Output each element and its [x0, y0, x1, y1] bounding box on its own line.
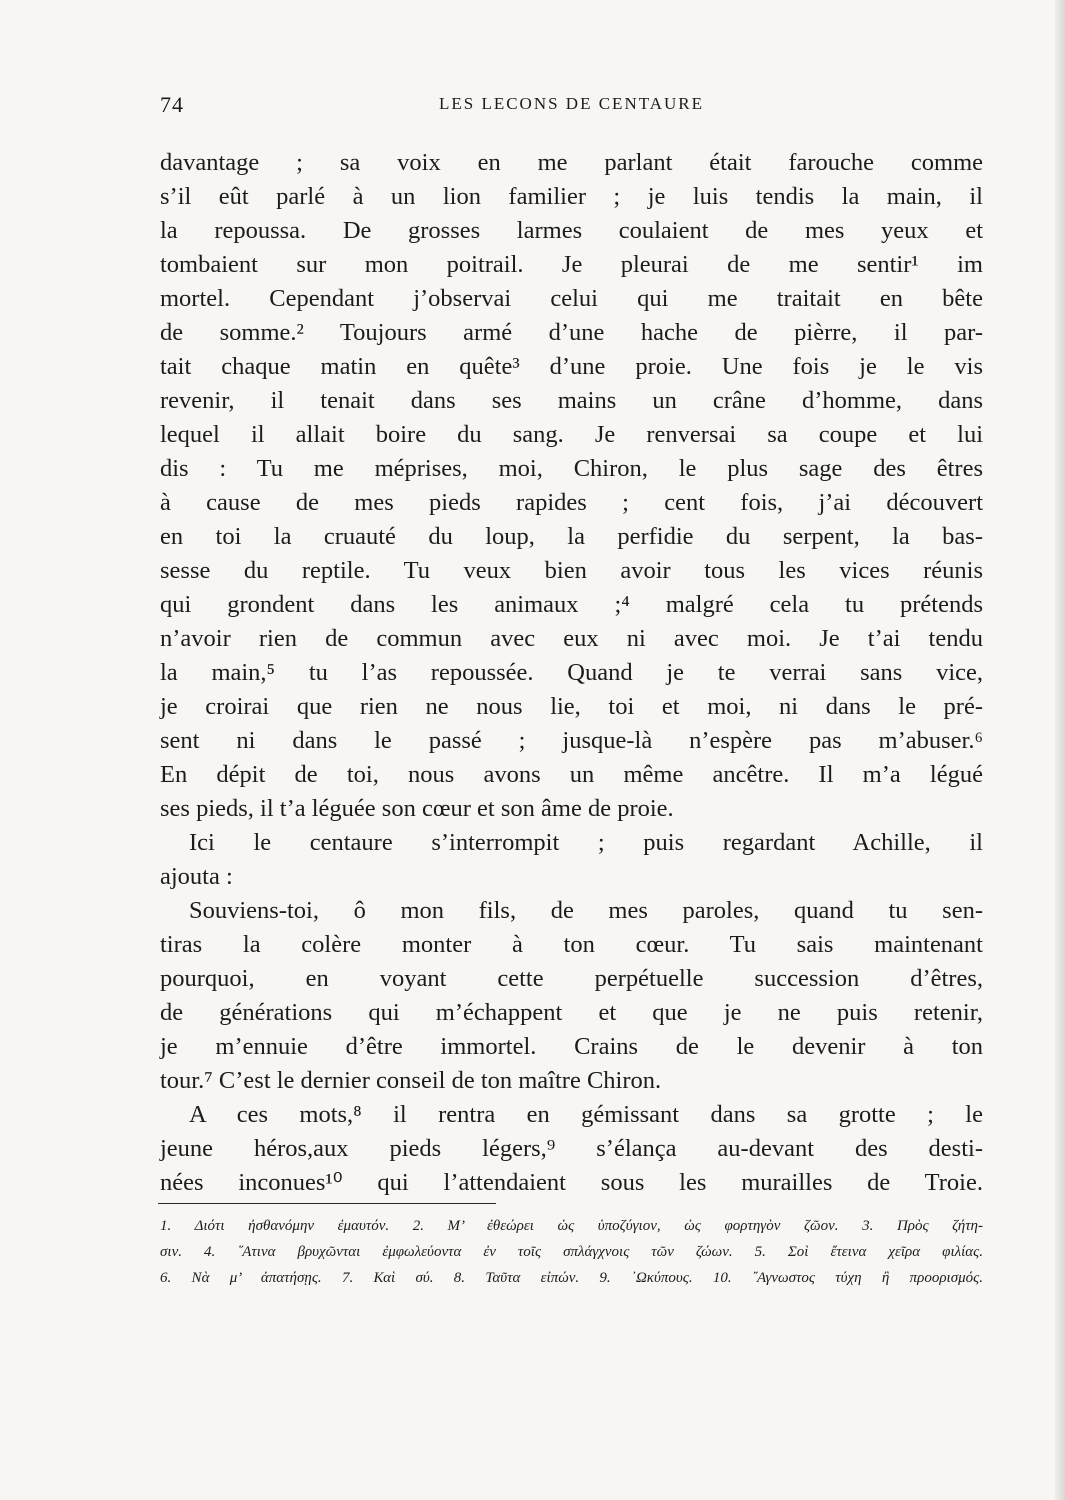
footnotes: [160, 1213, 983, 1291]
text-line: nées inconues¹⁰ qui l’attendaient sous les murailles de Troie.: [160, 1169, 983, 1196]
page-edge-shadow: [1055, 0, 1065, 1500]
footnote-rule: [158, 1203, 496, 1204]
text-line: Ici le centaure s’interrompit ; puis regardant Achille, il: [189, 829, 983, 856]
text-line: lequel il allait boire du sang. Je renversai sa coupe et lui: [160, 421, 983, 448]
text-line: tour.⁷ C’est le dernier conseil de ton maître Chiron.: [160, 1067, 662, 1094]
text-line: en toi la cruauté du loup, la perfidie du serpent, la bas-: [160, 523, 983, 550]
text-line: dis : Tu me méprises, moi, Chiron, le plus sage des êtres: [160, 455, 983, 482]
footnote-line: 6. Νὰ μ’ ἀπατήσῃς. 7. Καὶ σύ. 8. Ταῦτα εἰπών. 9. ᾿Ωκύπους. 10. ῎Αγνωστος τύχη ἢ προορισμός.: [160, 1270, 983, 1286]
text-line: de générations qui m’échappent et que je ne puis retenir,: [160, 999, 983, 1026]
text-line: revenir, il tenait dans ses mains un crâne d’homme, dans: [160, 387, 983, 414]
text-line: je croirai que rien ne nous lie, toi et moi, ni dans le pré-: [160, 693, 983, 720]
text-line: la repoussa. De grosses larmes coulaient de mes yeux et: [160, 217, 983, 244]
text-line: tombaient sur mon poitrail. Je pleurai de me sentir¹ im: [160, 251, 983, 278]
text-line: tait chaque matin en quête³ d’une proie. Une fois je le vis: [160, 353, 983, 380]
footnote-line: σιν. 4. ῞Ατινα βρυχῶνται ἐμφωλεύοντα ἐν τοῖς σπλάγχνοις τῶν ζώων. 5. Σοὶ ἔτεινα χεῖρα φιλίας.: [160, 1244, 983, 1260]
text-line: Souviens-toi, ô mon fils, de mes paroles, quand tu sen-: [189, 897, 983, 924]
text-line: ses pieds, il t’a léguée son cœur et son âme de proie.: [160, 795, 674, 822]
text-line: sesse du reptile. Tu veux bien avoir tous les vices réunis: [160, 557, 983, 584]
text-line: je m’ennuie d’être immortel. Crains de le devenir à ton: [160, 1033, 983, 1060]
text-line: à cause de mes pieds rapides ; cent fois, j’ai découvert: [160, 489, 983, 516]
text-line: A ces mots,⁸ il rentra en gémissant dans sa grotte ; le: [189, 1101, 983, 1128]
page-header: [160, 92, 983, 122]
text-line: n’avoir rien de commun avec eux ni avec moi. Je t’ai tendu: [160, 625, 983, 652]
body-text: [160, 146, 983, 1200]
text-line: tiras la colère monter à ton cœur. Tu sais maintenant: [160, 931, 983, 958]
text-line: pourquoi, en voyant cette perpétuelle succession d’êtres,: [160, 965, 983, 992]
text-line: mortel. Cependant j’observai celui qui me traitait en bête: [160, 285, 983, 312]
footnote-line: 1. Διότι ἠσθανόμην ἐμαυτόν. 2. Μ’ ἐθεώρει ὡς ὑποζύγιον, ὡς φορτηγὸν ζῶον. 3. Πρὸς ζήτη-: [160, 1218, 983, 1234]
text-line: s’il eût parlé à un lion familier ; je luis tendis la main, il: [160, 183, 983, 210]
text-line: sent ni dans le passé ; jusque-là n’espère pas m’abuser.⁶: [160, 727, 983, 754]
text-line: jeune héros,aux pieds légers,⁹ s’élança au-devant des desti-: [160, 1135, 983, 1162]
text-line: de somme.² Toujours armé d’une hache de pièrre, il par-: [160, 319, 983, 346]
text-line: ajouta :: [160, 863, 233, 890]
running-title: LES LECONS DE CENTAURE: [438, 94, 705, 113]
text-line: davantage ; sa voix en me parlant était farouche comme: [160, 149, 983, 176]
page-number: 74: [160, 92, 184, 117]
text-line: qui grondent dans les animaux ;⁴ malgré cela tu prétends: [160, 591, 983, 618]
text-line: En dépit de toi, nous avons un même ancêtre. Il m’a légué: [160, 761, 983, 788]
text-line: la main,⁵ tu l’as repoussée. Quand je te verrai sans vice,: [160, 659, 983, 686]
